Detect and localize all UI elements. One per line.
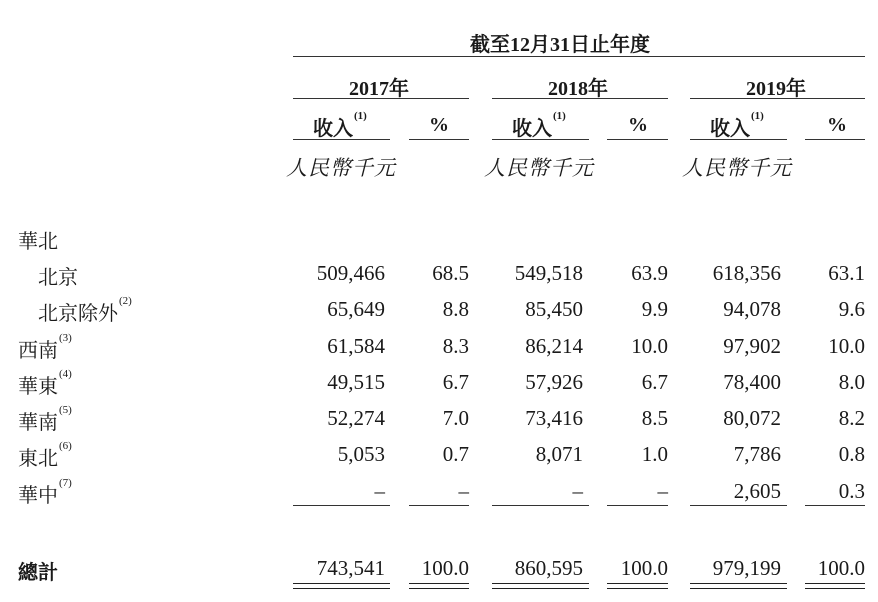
total-double-rule [805, 583, 865, 589]
cell: 65,649 [327, 297, 385, 321]
percent-header-2018: % [628, 114, 648, 136]
cell: 0.3 [838, 479, 865, 503]
total-cell: 100.0 [421, 556, 469, 580]
cell: 0.8 [838, 442, 865, 466]
subrule [805, 139, 865, 140]
row-label-beijing: 北京 [38, 267, 78, 289]
cell: 1.0 [641, 442, 668, 466]
cell: 63.9 [631, 261, 668, 285]
cell: – [458, 479, 469, 503]
total-cell: 743,541 [316, 556, 385, 580]
cell: 63.1 [828, 261, 865, 285]
subrule [607, 139, 668, 140]
cell: 73,416 [525, 406, 583, 430]
cell: 8.2 [838, 406, 865, 430]
unit-2017: 人民幣千元 [286, 156, 396, 180]
cell: – [374, 479, 385, 503]
cell: 7,786 [733, 442, 781, 466]
cell: 97,902 [723, 334, 781, 358]
total-cell: 860,595 [514, 556, 583, 580]
row-label-north-china: 華北 [18, 231, 58, 253]
cell: 94,078 [723, 297, 781, 321]
total-double-rule [492, 583, 589, 589]
cell: 2,605 [733, 479, 781, 503]
total-cell: 100.0 [817, 556, 865, 580]
year-2018: 2018年 [548, 78, 608, 100]
header-rule [293, 56, 865, 57]
subtotal-rule [690, 505, 787, 506]
cell: 10.0 [631, 334, 668, 358]
row-label-outside-beijing: 北京除外$^{(2)}$ [38, 295, 132, 325]
unit-2018: 人民幣千元 [484, 156, 594, 180]
cell: 7.0 [442, 406, 469, 430]
cell: 10.0 [828, 334, 865, 358]
cell: 509,466 [316, 261, 385, 285]
cell: 0.7 [442, 442, 469, 466]
cell: 8.8 [442, 297, 469, 321]
subtotal-rule [409, 505, 469, 506]
cell: 80,072 [723, 406, 781, 430]
subrule [690, 139, 787, 140]
year-rule-2019 [690, 98, 865, 99]
revenue-header-2019: 收入$^{(1)}$ [710, 110, 764, 140]
cell: 52,274 [327, 406, 385, 430]
total-cell: 979,199 [712, 556, 781, 580]
cell: 9.6 [838, 297, 865, 321]
total-double-rule [607, 583, 668, 589]
year-2019: 2019年 [746, 78, 806, 100]
cell: – [572, 479, 583, 503]
cell: 57,926 [525, 370, 583, 394]
subtotal-rule [805, 505, 865, 506]
subrule [409, 139, 469, 140]
row-label-south-china: 華南$^{(5)}$ [18, 404, 72, 434]
row-label-southwest: 西南$^{(3)}$ [18, 332, 72, 362]
total-double-rule [409, 583, 469, 589]
subrule [492, 139, 589, 140]
subtotal-rule [293, 505, 390, 506]
cell: 8,071 [535, 442, 583, 466]
percent-header-2019: % [827, 114, 847, 136]
cell: 8.0 [838, 370, 865, 394]
cell: 618,356 [712, 261, 781, 285]
cell: 8.3 [442, 334, 469, 358]
year-2017: 2017年 [349, 78, 409, 100]
revenue-header-2018: 收入$^{(1)}$ [512, 110, 566, 140]
subtotal-rule [607, 505, 668, 506]
total-double-rule [293, 583, 390, 589]
total-cell: 100.0 [620, 556, 668, 580]
cell: 68.5 [432, 261, 469, 285]
row-label-east-china: 華東$^{(4)}$ [18, 368, 72, 398]
unit-2019: 人民幣千元 [682, 156, 792, 180]
total-double-rule [690, 583, 787, 589]
cell: 78,400 [723, 370, 781, 394]
year-rule-2017 [293, 98, 469, 99]
period-header: 截至12月31日止年度 [470, 34, 650, 56]
cell: 85,450 [525, 297, 583, 321]
cell: – [657, 479, 668, 503]
cell: 6.7 [641, 370, 668, 394]
revenue-header-2017: 收入$^{(1)}$ [313, 110, 367, 140]
row-label-total: 總計 [18, 562, 58, 584]
subtotal-rule [492, 505, 589, 506]
subrule [293, 139, 390, 140]
cell: 8.5 [641, 406, 668, 430]
cell: 6.7 [442, 370, 469, 394]
cell: 5,053 [337, 442, 385, 466]
row-label-central-china: 華中$^{(7)}$ [18, 477, 72, 507]
cell: 49,515 [327, 370, 385, 394]
row-label-northeast: 東北$^{(6)}$ [18, 440, 72, 470]
percent-header-2017: % [429, 114, 449, 136]
cell: 86,214 [525, 334, 583, 358]
cell: 9.9 [641, 297, 668, 321]
year-rule-2018 [492, 98, 668, 99]
cell: 61,584 [327, 334, 385, 358]
cell: 549,518 [514, 261, 583, 285]
